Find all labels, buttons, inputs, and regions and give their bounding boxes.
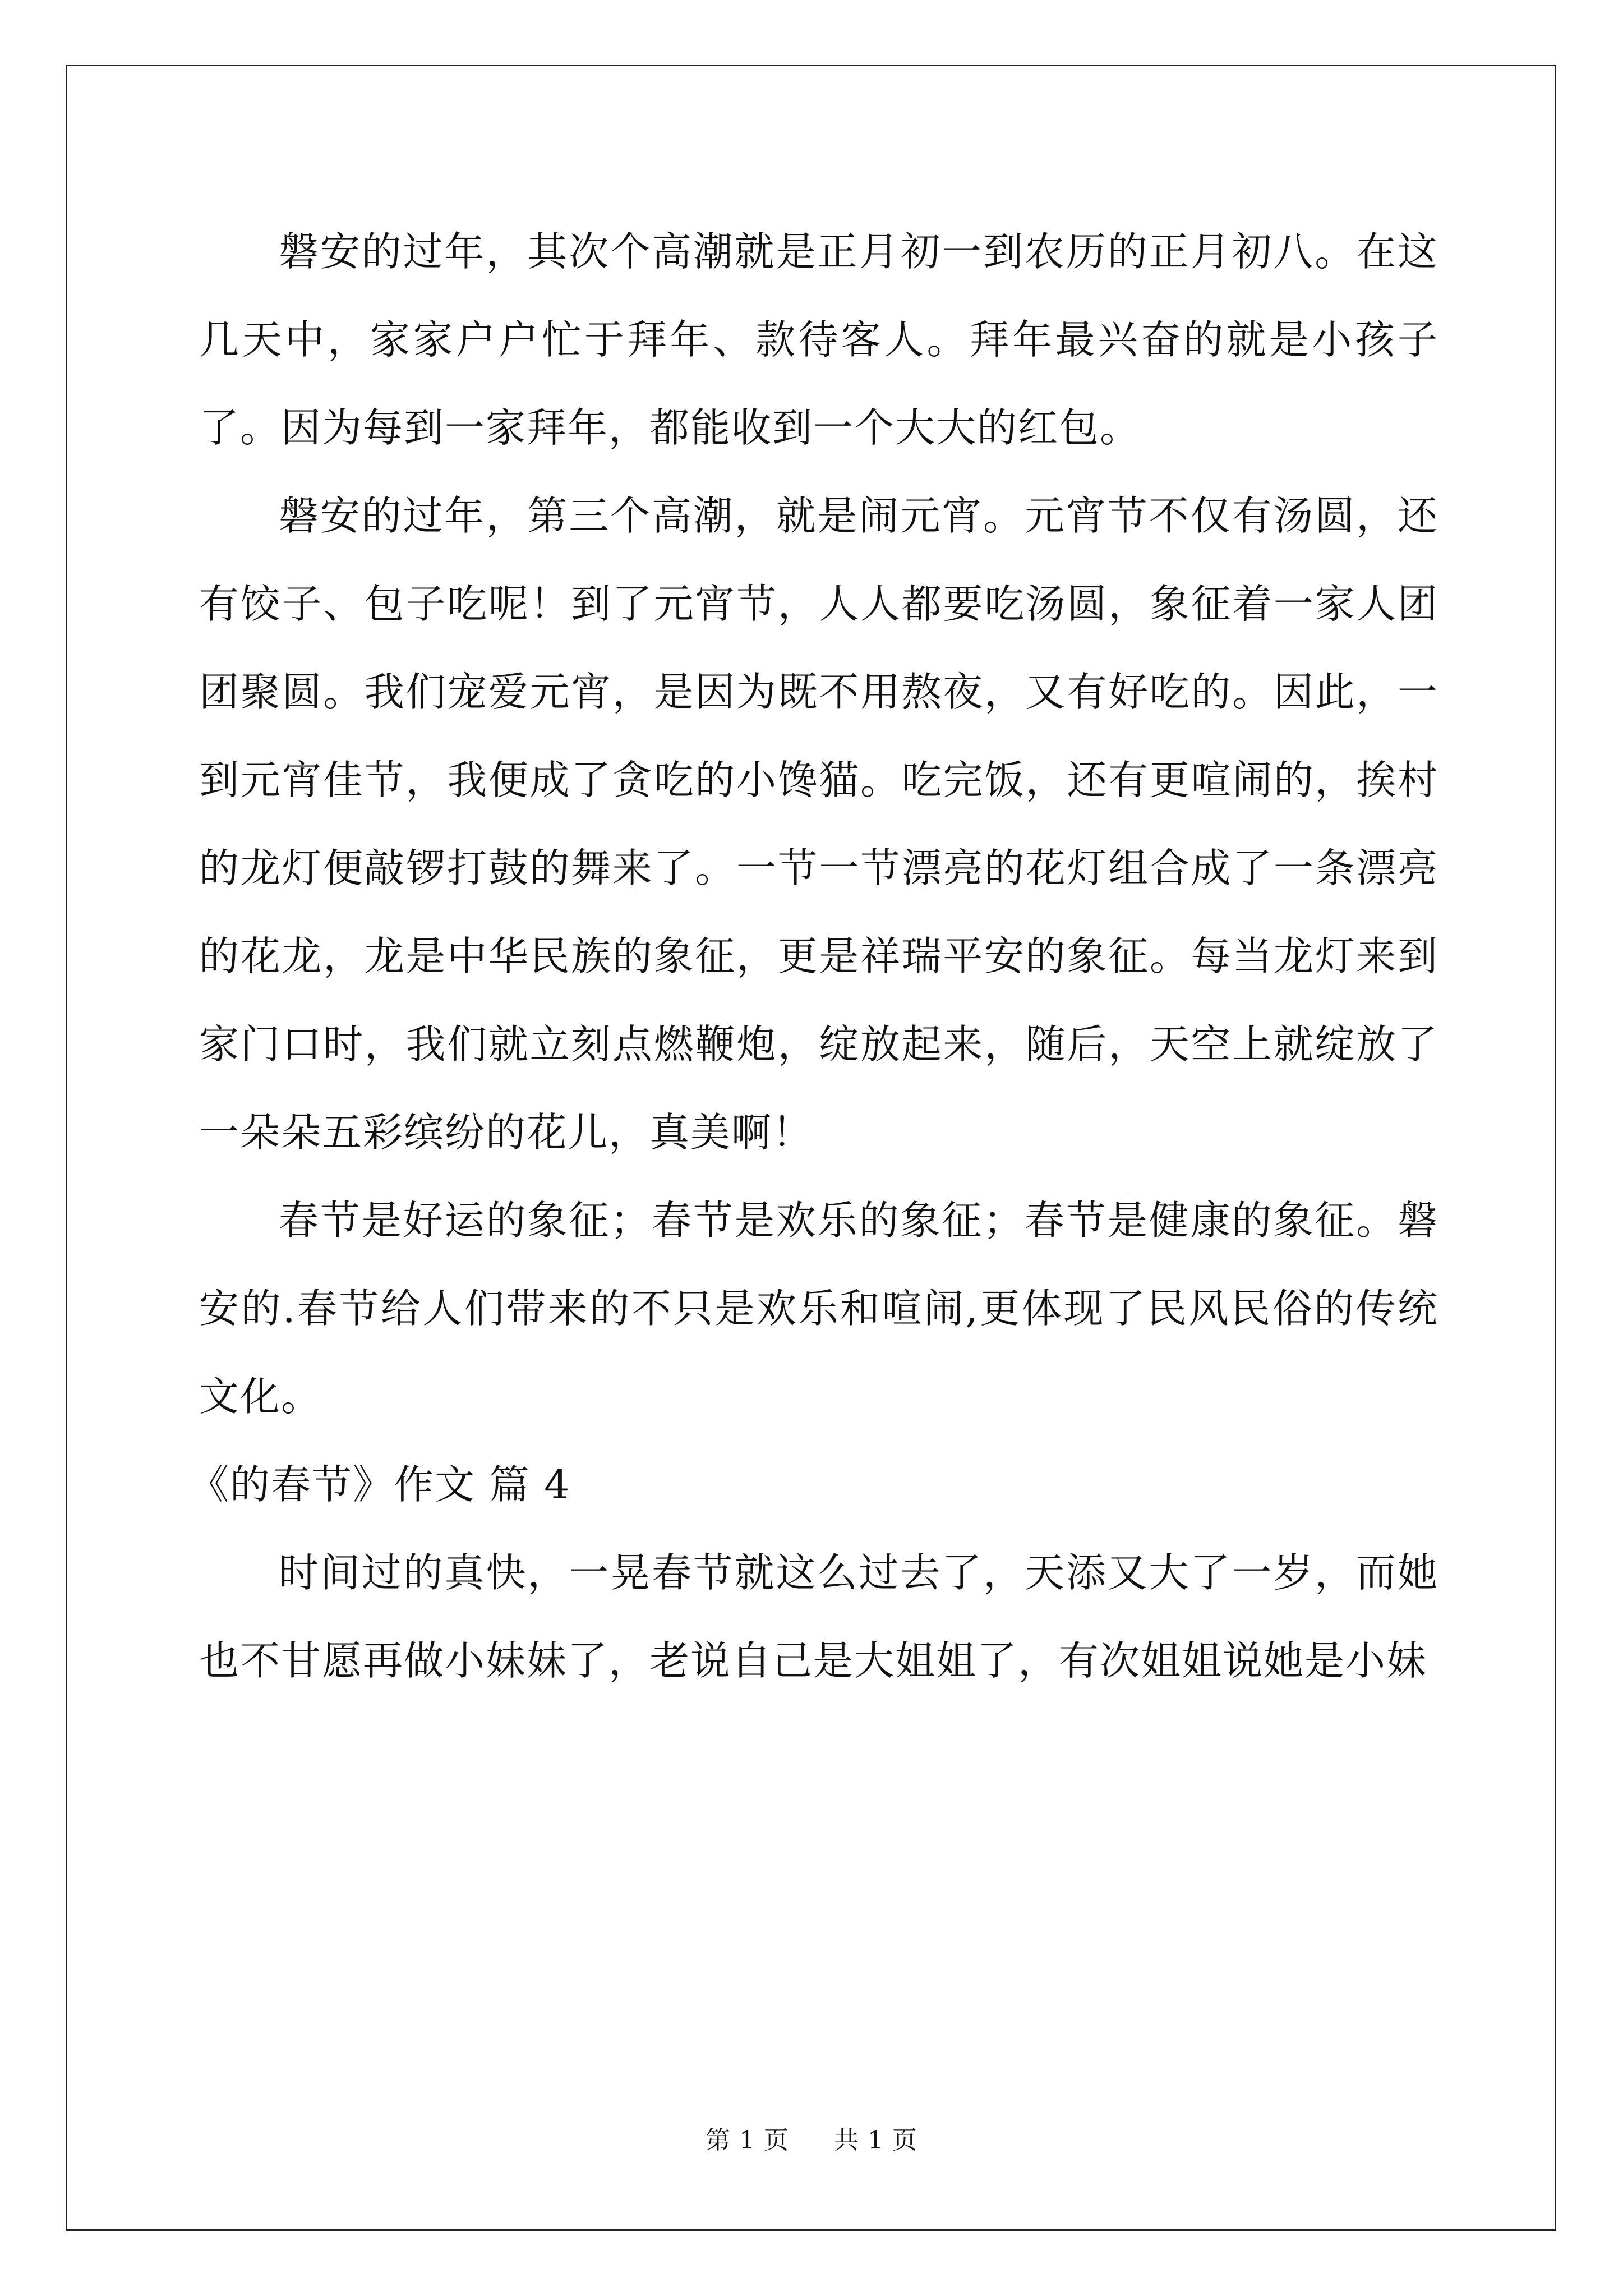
page-number: 第 1 页 [706,2126,789,2155]
paragraph-3: 春节是好运的象征；春节是欢乐的象征；春节是健康的象征。磐安的.春节给人们带来的不只是欢乐和喧闹,更体现了民风民俗的传统文化。 [199,1197,1438,1420]
section-heading: 《的春节》作文 篇 4 [189,1461,571,1508]
paragraph-2: 磐安的过年，第三个高潮，就是闹元宵。元宵节不仅有汤圆，还有饺子、包子吃呢！到了元宵节，人人都要吃汤圆，象征着一家人团团聚圆。我们宠爱元宵，是因为既不用熬夜，又有好吃的。因此，一到元宵佳节，我便成了贪吃的小馋猫。吃完饭，还有更喧闹的，挨村的龙灯便敲锣打鼓的舞来了。一节一节漂亮的花灯组合成了一条漂亮的花龙，龙是中华民族的象征，更是祥瑞平安的象征。每当龙灯来到家门口时，我们就立刻点燃鞭炮，绽放起来，随后，天空上就绽放了一朵朵五彩缤纷的花儿，真美啊！ [199,493,1438,1156]
page-footer [0,2124,1623,2157]
page-total: 共 1 页 [834,2126,917,2155]
section-paragraph-1: 时间过的真快，一晃春节就这么过去了，天添又大了一岁，而她也不甘愿再做小妹妹了，老说自己是大姐姐了，有次姐姐说她是小妹 [199,1549,1438,1684]
document-body [189,208,1438,1705]
paragraph-1: 磐安的过年，其次个高潮就是正月初一到农历的正月初八。在这几天中，家家户户忙于拜年、款待客人。拜年最兴奋的就是小孩子了。因为每到一家拜年，都能收到一个大大的红包。 [199,228,1438,451]
